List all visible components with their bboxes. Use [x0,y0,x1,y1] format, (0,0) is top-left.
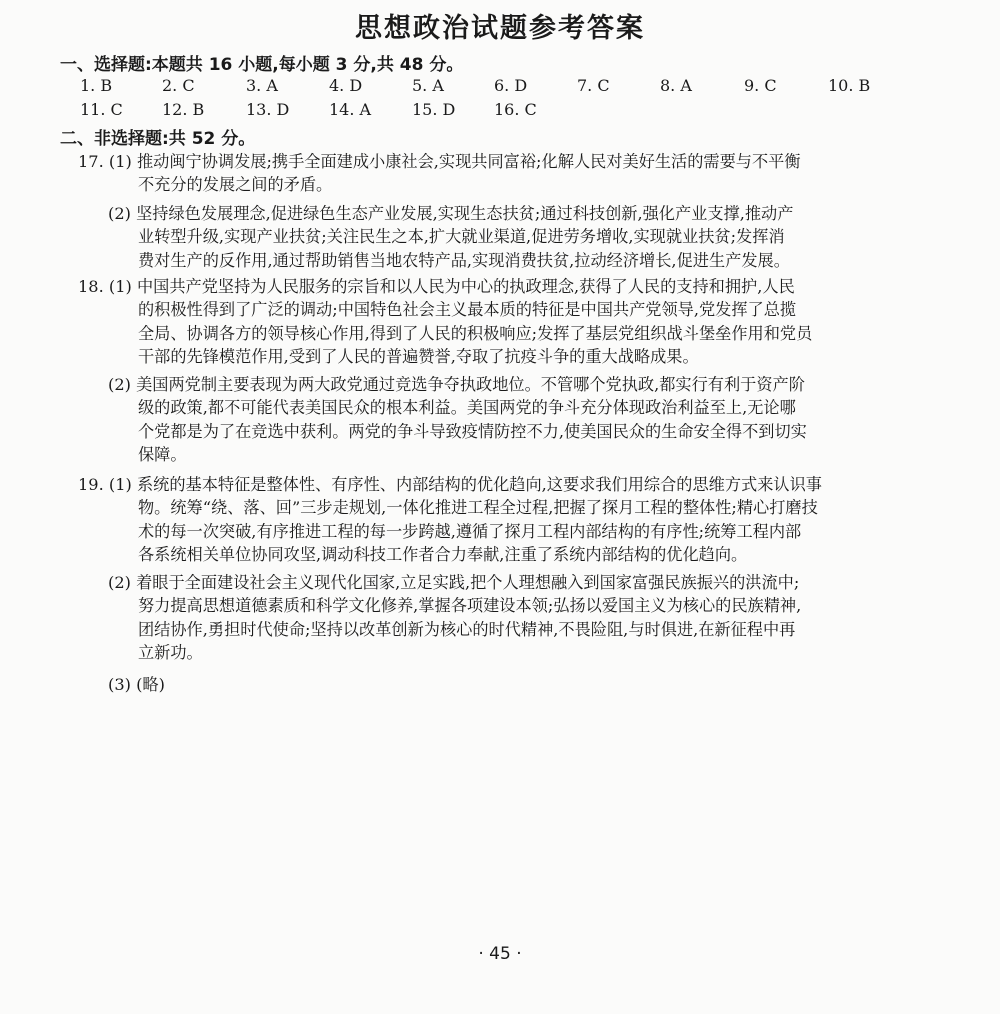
answer-item: 14. A [329,100,372,119]
answer-item: 13. D [246,100,290,119]
answer-row-1 [0,76,1000,98]
answer-line: (3) (略) [108,675,165,694]
answer-line: 立新功。 [138,643,203,663]
answer-line: 物。统筹“绕、落、回”三步走规划,一体化推进工程全过程,把握了探月工程的整体性;精心打磨技 [138,498,818,518]
answer-line: 18. (1) 中国共产党坚持为人民服务的宗旨和以人民为中心的执政理念,获得了人民的支持和拥护,人民 [78,277,795,296]
answer-item: 3. A [246,76,278,95]
page-number: · 45 · [478,944,522,964]
answer-line: 术的每一次突破,有序推进工程的每一步跨越,遵循了探月工程内部结构的有序性;统筹工程内部 [138,521,802,541]
answer-line: 各系统相关单位协同攻坚,调动科技工作者合力奉献,注重了系统内部结构的优化趋向。 [138,545,748,565]
answer-q17-part1 [78,150,801,197]
answer-line: 17. (1) 推动闽宁协调发展;携手全面建成小康社会,实现共同富裕;化解人民对美好生活的需要与不平衡 [78,152,801,171]
answer-q19-part3 [108,673,165,696]
answer-item: 9. C [744,76,777,95]
answer-line: 费对生产的反作用,通过帮助销售当地农特产品,实现消费扶贫,拉动经济增长,促进生产发展。 [138,250,790,270]
answer-line: 努力提高思想道德素质和科学文化修养,掌握各项建设本领;弘扬以爱国主义为核心的民族精神, [138,596,802,616]
answer-row-2 [0,100,1000,122]
answer-line: 全局、协调各方的领导核心作用,得到了人民的积极响应;发挥了基层党组织战斗堡垒作用和党员 [138,323,813,343]
answer-line: 的积极性得到了广泛的调动;中国特色社会主义最本质的特征是中国共产党领导,党发挥了总揽 [138,300,797,320]
answer-item: 8. A [660,76,692,95]
section-heading-choice: 一、选择题:本题共 16 小题,每小题 3 分,共 48 分。 [60,55,464,75]
answer-item: 7. C [577,76,610,95]
answer-item: 5. A [412,76,444,95]
answer-q19-part2 [108,571,801,665]
answer-line: (2) 美国两党制主要表现为两大政党通过竞选争夺执政地位。不管哪个党执政,都实行有利于资产阶 [108,375,805,394]
answer-item: 12. B [162,100,205,119]
answer-item: 6. D [494,76,528,95]
answer-line: 业转型升级,实现产业扶贫;关注民生之本,扩大就业渠道,促进劳务增收,实现就业扶贫;发挥消 [138,227,785,247]
answer-line: 个党都是为了在竞选中获利。两党的争斗导致疫情防控不力,使美国民众的生命安全得不到切实 [138,421,807,441]
answer-line: 干部的先锋模范作用,受到了人民的普遍赞誉,夺取了抗疫斗争的重大战略成果。 [138,347,699,367]
answer-line: 团结协作,勇担时代使命;坚持以改革创新为核心的时代精神,不畏险阻,与时俱进,在新征程中再 [138,619,796,639]
section-heading-essay: 二、非选择题:共 52 分。 [60,129,256,149]
answer-line: 不充分的发展之间的矛盾。 [138,175,333,195]
page-title: 思想政治试题参考答案 [355,13,645,44]
answer-line: 保障。 [138,445,187,465]
answer-q19-part1 [78,473,822,567]
answer-item: 4. D [329,76,363,95]
answer-line: (2) 着眼于全面建设社会主义现代化国家,立足实践,把个人理想融入到国家富强民族振兴的洪流中; [108,573,800,592]
answer-q18-part1 [78,275,812,369]
answer-line: (2) 坚持绿色发展理念,促进绿色生态产业发展,实现生态扶贫;通过科技创新,强化产业支撑,推动产 [108,204,794,223]
answer-item: 15. D [412,100,456,119]
answer-line: 级的政策,都不可能代表美国民众的根本利益。美国两党的争斗充分体现政治利益至上,无论哪 [138,398,796,418]
answer-item: 16. C [494,100,537,119]
answer-q17-part2 [108,202,793,272]
answer-item: 2. C [162,76,195,95]
answer-q18-part2 [108,373,807,467]
answer-line: 19. (1) 系统的基本特征是整体性、有序性、内部结构的优化趋向,这要求我们用综合的思维方式来认识事 [78,475,822,494]
answer-item: 10. B [828,76,871,95]
answer-item: 11. C [80,100,123,119]
answer-item: 1. B [80,76,113,95]
